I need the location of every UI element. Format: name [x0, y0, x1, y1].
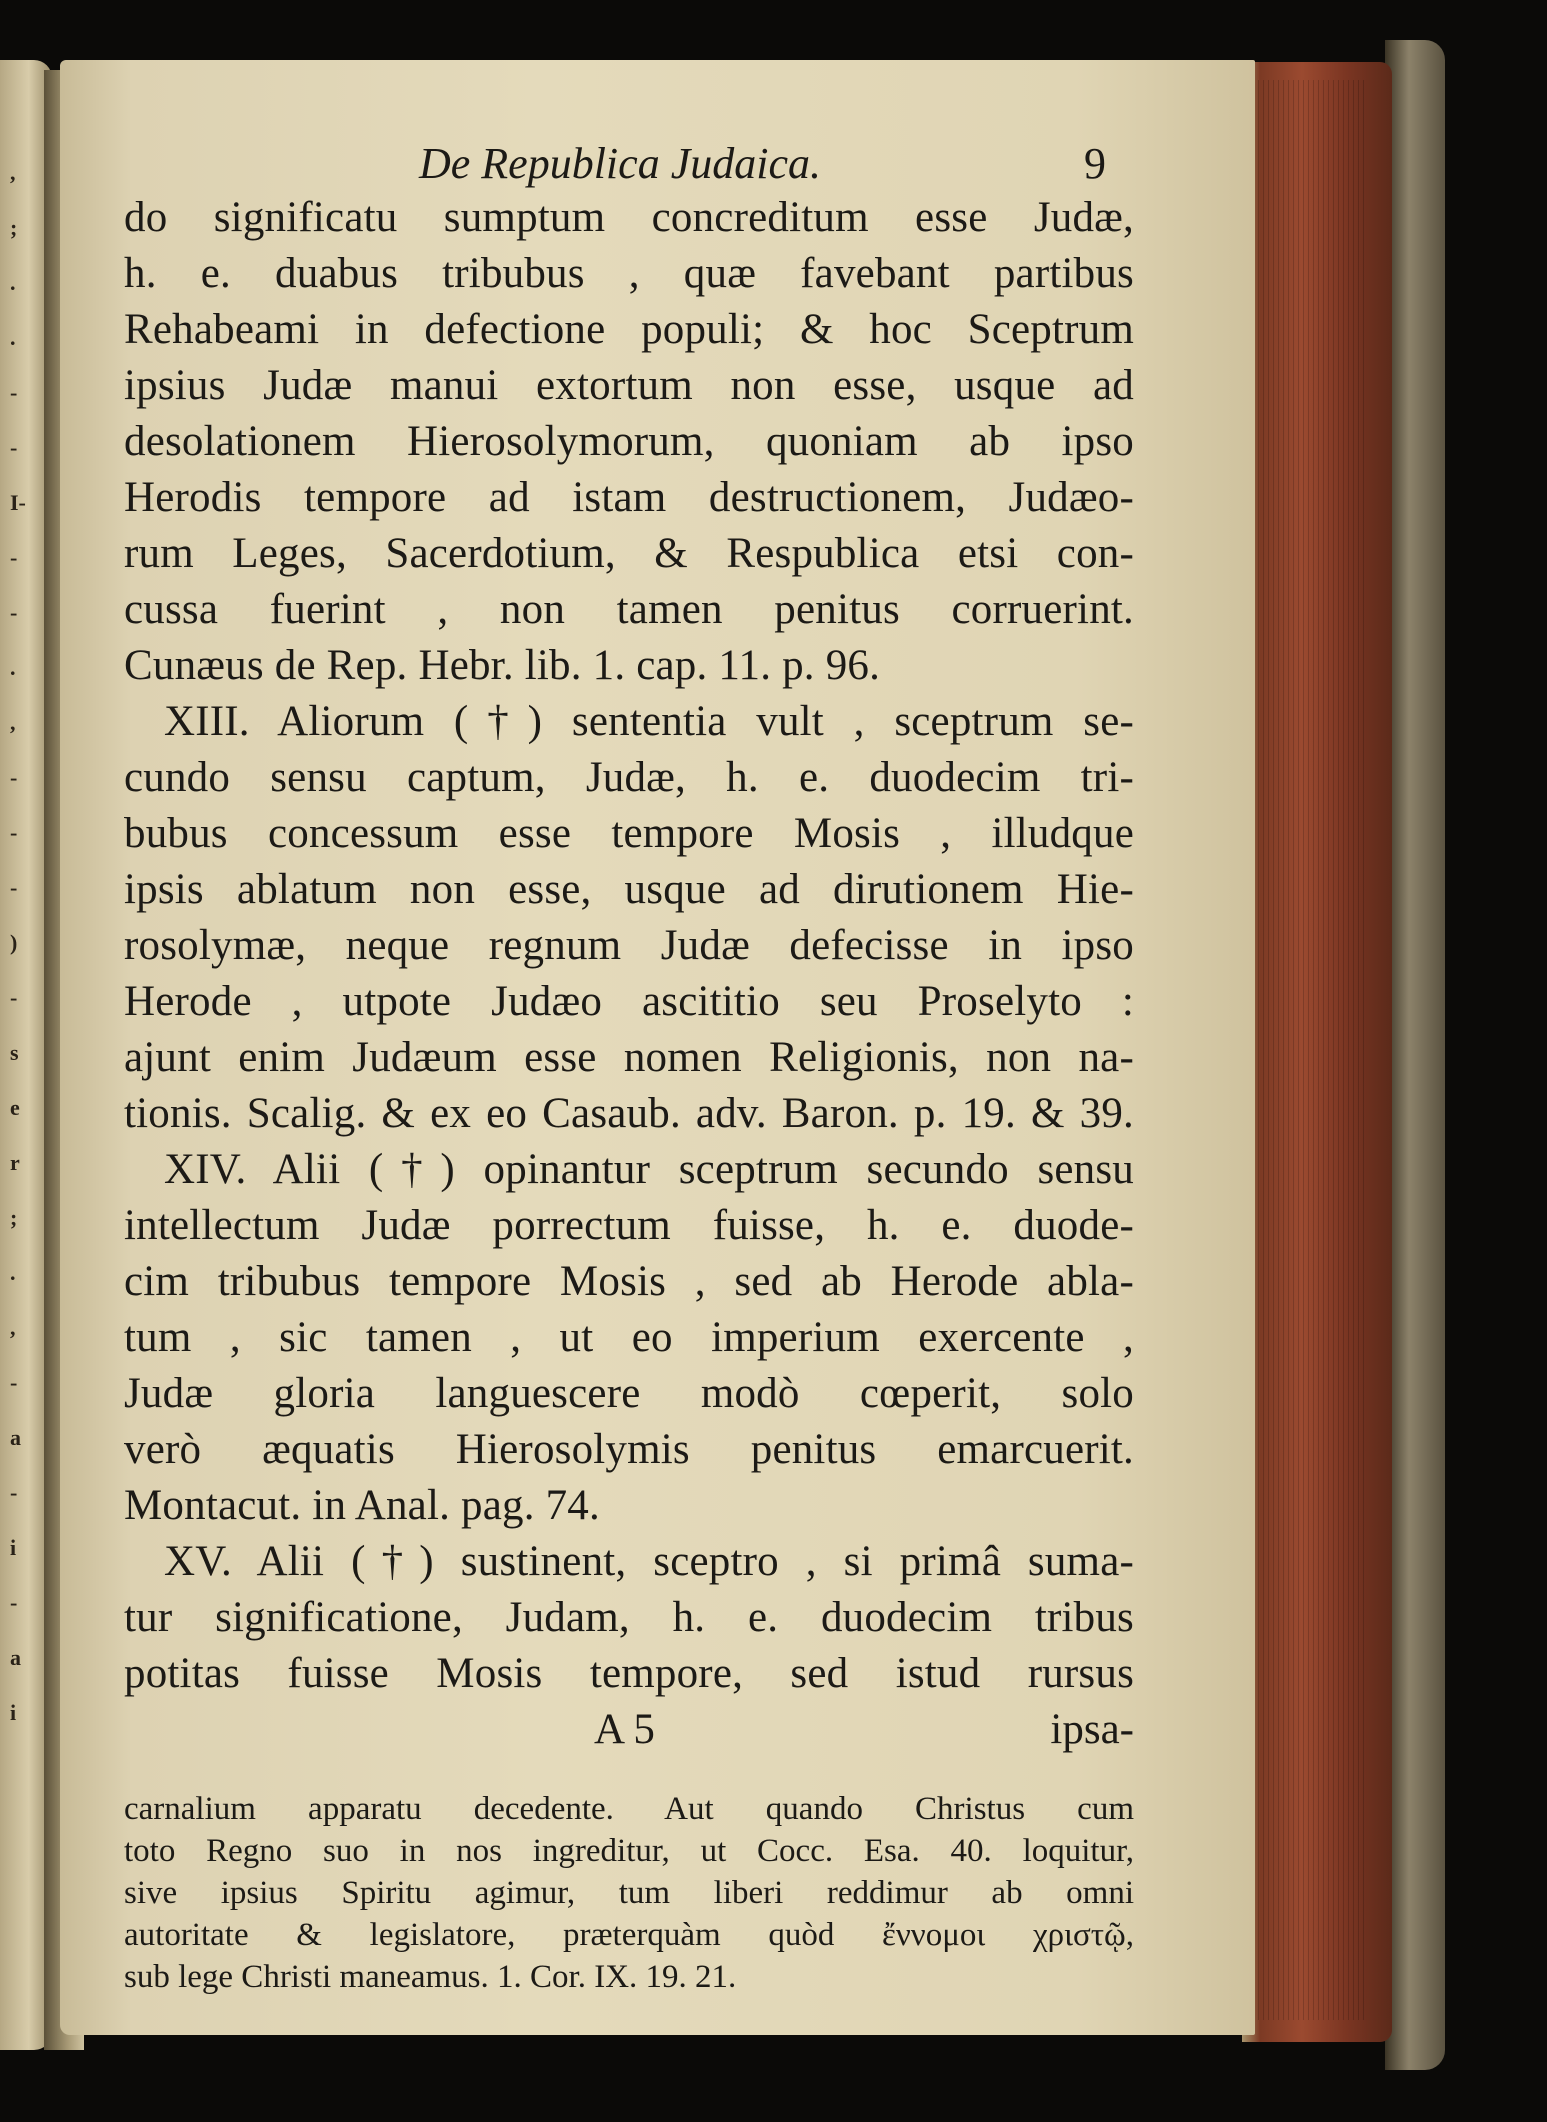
facing-page-glyph: r	[10, 1150, 20, 1175]
body-line: rosolymæ, neque regnum Judæ defecisse in ipso	[124, 922, 1134, 969]
facing-page-glyph: I-	[10, 490, 26, 515]
facing-page-glyph: -	[10, 1480, 18, 1505]
facing-page-glyph: -	[10, 985, 18, 1010]
facing-page-glyph: -	[10, 765, 18, 790]
facing-page-glyph: -	[10, 1370, 18, 1395]
facing-page-glyph: a	[10, 1645, 21, 1670]
body-line: tionis. Scalig. & ex eo Casaub. adv. Baron. p. 19. & 39.	[124, 1090, 1134, 1137]
signature-mark: A 5	[594, 1706, 655, 1753]
facing-page-glyph: ,	[10, 160, 16, 185]
body-line: Judæ gloria languescere modò cœperit, solo	[124, 1370, 1134, 1417]
facing-page-glyph: -	[10, 545, 18, 570]
body-line: ajunt enim Judæum esse nomen Religionis, non na-	[124, 1034, 1134, 1081]
facing-page-glyph: s	[10, 1040, 19, 1065]
facing-page-glyph: -	[10, 820, 18, 845]
facing-page-glyph: -	[10, 1590, 18, 1615]
facing-page-glyph: ,	[10, 1315, 16, 1340]
body-line: bubus concessum esse tempore Mosis , illudque	[124, 810, 1134, 857]
footnote-line: sub lege Christi maneamus. 1. Cor. IX. 19. 21.	[124, 1959, 737, 1995]
body-line: Montacut. in Anal. pag. 74.	[124, 1482, 600, 1529]
page-number: 9	[1084, 139, 1106, 188]
facing-page-glyph: ,	[10, 710, 16, 735]
facing-page-glyph: .	[10, 655, 16, 680]
facing-page-glyph: -	[10, 380, 18, 405]
facing-page-glyph: i	[10, 1535, 17, 1560]
facing-page-glyph: .	[10, 270, 16, 295]
body-line: tum , sic tamen , ut eo imperium exercente ,	[124, 1314, 1134, 1361]
footnote-line: toto Regno suo in nos ingreditur, ut Cocc. Esa. 40. loquitur,	[124, 1833, 1134, 1869]
body-line: rum Leges, Sacerdotium, & Respublica etsi con-	[124, 530, 1134, 577]
facing-page-glyph: ;	[10, 215, 18, 240]
body-line: potitas fuisse Mosis tempore, sed istud rursus	[124, 1650, 1134, 1697]
facing-page-glyph: -	[10, 875, 18, 900]
body-line: ipsius Judæ manui extortum non esse, usque ad	[124, 362, 1134, 409]
facing-page-glyph: -	[10, 435, 18, 460]
footnote	[124, 1788, 1134, 1998]
facing-page-glyph: .	[10, 1260, 16, 1285]
body-line: cussa fuerint , non tamen penitus corruerint.	[124, 586, 1134, 633]
running-title: De Republica Judaica.	[419, 139, 821, 188]
facing-page-glyph: e	[10, 1095, 20, 1120]
body-line: do significatu sumptum concreditum esse Judæ,	[124, 194, 1134, 241]
body-line: XIV. Alii (†) opinantur sceptrum secundo sensu	[164, 1146, 1134, 1193]
body-line: Herode , utpote Judæo ascititio seu Proselyto :	[124, 978, 1134, 1025]
facing-page-glyph: )	[10, 930, 18, 955]
book-cover-edge	[1385, 40, 1445, 2070]
catch-line	[124, 1702, 1134, 1758]
facing-page-glyph: a	[10, 1425, 21, 1450]
catchword: ipsa-	[1050, 1706, 1134, 1753]
page-edge-lines	[1258, 80, 1368, 2020]
body-line: ipsis ablatum non esse, usque ad dirutionem Hie-	[124, 866, 1134, 913]
footnote-line: autoritate & legislatore, præterquàm quòd ἔννομοι χριστῷ,	[124, 1917, 1134, 1953]
body-line: verò æquatis Hierosolymis penitus emarcuerit.	[124, 1426, 1134, 1473]
facing-page-glyph: .	[10, 325, 16, 350]
text-block	[124, 138, 1134, 1998]
facing-page-glyph: -	[10, 600, 18, 625]
body-line: XV. Alii (†) sustinent, sceptro , si primâ suma-	[164, 1538, 1134, 1585]
body-line: tur significatione, Judam, h. e. duodecim tribus	[124, 1594, 1134, 1641]
body-line: cundo sensu captum, Judæ, h. e. duodecim tri-	[124, 754, 1134, 801]
body-line: Herodis tempore ad istam destructionem, Judæo-	[124, 474, 1134, 521]
running-header	[124, 138, 1134, 190]
body-line: desolationem Hierosolymorum, quoniam ab ipso	[124, 418, 1134, 465]
body-line: XIII. Aliorum (†) sententia vult , sceptrum se-	[164, 698, 1134, 745]
facing-page-glyph: i	[10, 1700, 17, 1725]
body-line: intellectum Judæ porrectum fuisse, h. e. duode-	[124, 1202, 1134, 1249]
body-text	[124, 190, 1134, 1702]
footnote-line: carnalium apparatu decedente. Aut quando Christus cum	[124, 1791, 1134, 1827]
body-line: Cunæus de Rep. Hebr. lib. 1. cap. 11. p. 96.	[124, 642, 881, 689]
facing-page-glyph: ;	[10, 1205, 18, 1230]
body-line: h. e. duabus tribubus , quæ favebant partibus	[124, 250, 1134, 297]
footnote-line: sive ipsius Spiritu agimur, tum liberi reddimur ab omni	[124, 1875, 1134, 1911]
body-line: cim tribubus tempore Mosis , sed ab Herode abla-	[124, 1258, 1134, 1305]
body-line: Rehabeami in defectione populi; & hoc Sceptrum	[124, 306, 1134, 353]
